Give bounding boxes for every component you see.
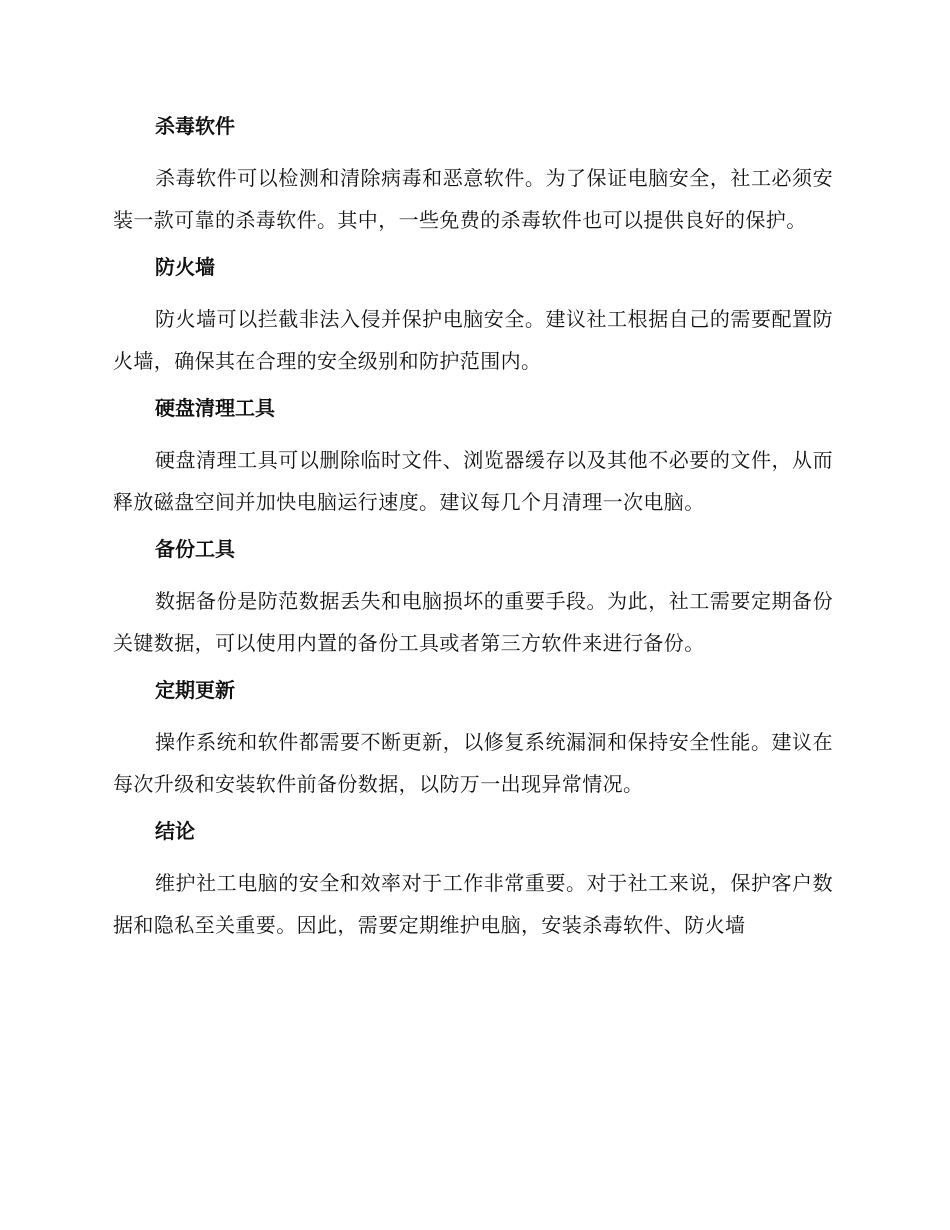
section-heading-firewall: 防火墙 [155, 255, 215, 279]
section-body-updates: 操作系统和软件都需要不断更新，以修复系统漏洞和保持安全性能。建议在每次升级和安装软件前备份数据，以防万一出现异常情况。 [113, 730, 833, 796]
section-body-backup: 数据备份是防范数据丢失和电脑损坏的重要手段。为此，社工需要定期备份关键数据，可以使用内置的备份工具或者第三方软件来进行备份。 [113, 589, 833, 655]
section-heading-antivirus: 杀毒软件 [155, 114, 235, 138]
section-heading-updates: 定期更新 [155, 678, 235, 702]
section-body-conclusion: 维护社工电脑的安全和效率对于工作非常重要。对于社工来说，保护客户数据和隐私至关重要。因此，需要定期维护电脑，安装杀毒软件、防火墙 [113, 871, 833, 937]
section-body-disk-cleanup: 硬盘清理工具可以删除临时文件、浏览器缓存以及其他不必要的文件，从而释放磁盘空间并加快电脑运行速度。建议每几个月清理一次电脑。 [113, 448, 833, 514]
section-body-antivirus: 杀毒软件可以检测和清除病毒和恶意软件。为了保证电脑安全，社工必须安装一款可靠的杀毒软件。其中，一些免费的杀毒软件也可以提供良好的保护。 [113, 166, 833, 232]
section-heading-backup: 备份工具 [155, 537, 235, 561]
section-heading-disk-cleanup: 硬盘清理工具 [155, 396, 275, 420]
document-content [113, 108, 833, 954]
section-heading-conclusion: 结论 [155, 819, 195, 843]
section-body-firewall: 防火墙可以拦截非法入侵并保护电脑安全。建议社工根据自己的需要配置防火墙，确保其在合理的安全级别和防护范围内。 [113, 307, 833, 373]
